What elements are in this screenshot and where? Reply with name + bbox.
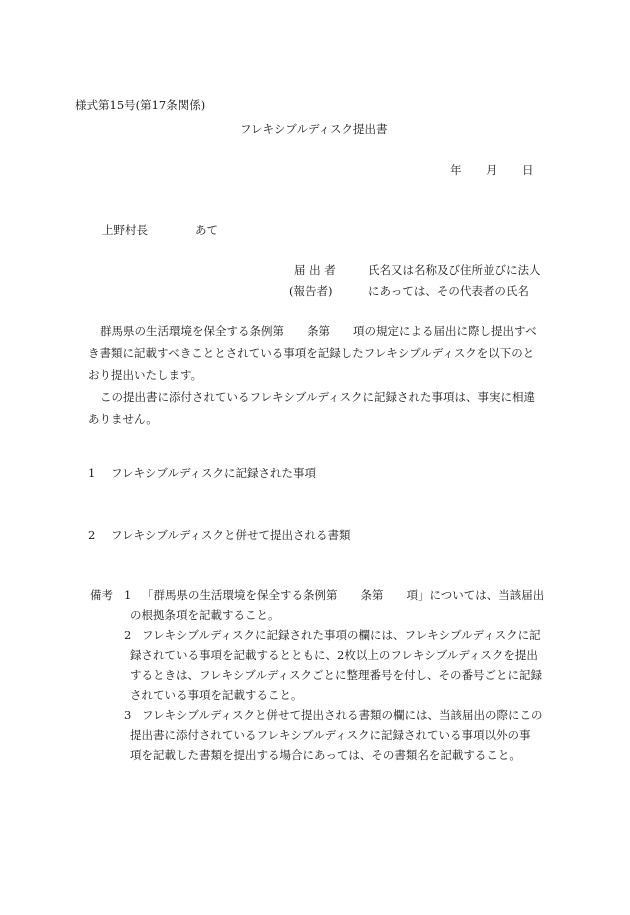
remark-line: するときは、フレキシブルディスクごとに整理番号を付し、その番号ごとに記録 [130, 668, 543, 682]
section-title: フレキシブルディスクに記録された事項 [110, 466, 317, 480]
submitter-label: 届 出 者 [294, 263, 336, 277]
remark-line: 録されている事項を記載するとともに、2枚以上のフレキシブルディスクを提出 [130, 648, 538, 662]
addressee-suffix: あて [195, 223, 218, 237]
body-p2-line: この提出書に添付されているフレキシブルディスクに記録された事項は、事実に相違 [100, 390, 536, 404]
submitter-text-line1: 氏名又は名称及び住所並びに法人 [368, 263, 541, 277]
submitter-text-line2: にあっては、その代表者の氏名 [368, 284, 529, 298]
form-number: 様式第15号(第17条関係) [75, 98, 206, 112]
remark-line: の根拠条項を記載すること。 [130, 608, 280, 622]
remark-item-1 [130, 585, 544, 625]
section-1 [88, 465, 316, 481]
body-paragraph-2 [88, 386, 535, 430]
remark-line: 項を記載した書類を提出する場合にあっては、その書類名を記載すること。 [130, 748, 521, 762]
section-number: 2 [88, 528, 96, 542]
remark-item-2 [130, 625, 542, 705]
date-year-label: 年 [450, 163, 462, 177]
remarks-label: 備考 [90, 588, 113, 602]
remark-line: 提出書に添付されているフレキシブルディスクに記録されている事項以外の事 [130, 728, 531, 742]
section-number: 1 [88, 466, 96, 480]
date-day-label: 日 [522, 163, 534, 177]
body-p1-line: き書類に記載すべきこととされている事項を記録したフレキシブルディスクを以下のと [88, 346, 535, 360]
remark-number: 2 [124, 628, 132, 642]
remark-line: されている事項を記載すること。 [130, 688, 303, 702]
body-p1-line: 群馬県の生活環境を保全する条例第 条第 項の規定による届出に際し提出すべ [100, 324, 537, 338]
body-paragraph-1 [88, 320, 537, 386]
section-2 [88, 527, 351, 543]
addressee-name: 上野村長 [102, 223, 148, 237]
remark-number: 1 [124, 588, 132, 602]
reporter-label: (報告者) [289, 284, 333, 298]
section-title: フレキシブルディスクと併せて提出される書類 [110, 528, 351, 542]
remark-number: 3 [124, 708, 132, 722]
body-p2-line: ありません。 [88, 412, 158, 426]
remark-line: フレキシブルディスクと併せて提出される書類の欄には、当該届出の際にこの [142, 708, 543, 722]
document-title: フレキシブルディスク提出書 [240, 122, 388, 136]
remark-line: フレキシブルディスクに記録された事項の欄には、フレキシブルディスクに記 [142, 628, 541, 642]
body-p1-line: おり提出いたします。 [88, 368, 203, 382]
remark-item-3 [130, 705, 543, 765]
remark-line: 「群馬県の生活環境を保全する条例第 条第 項」については、当該届出 [142, 588, 545, 602]
date-month-label: 月 [486, 163, 498, 177]
